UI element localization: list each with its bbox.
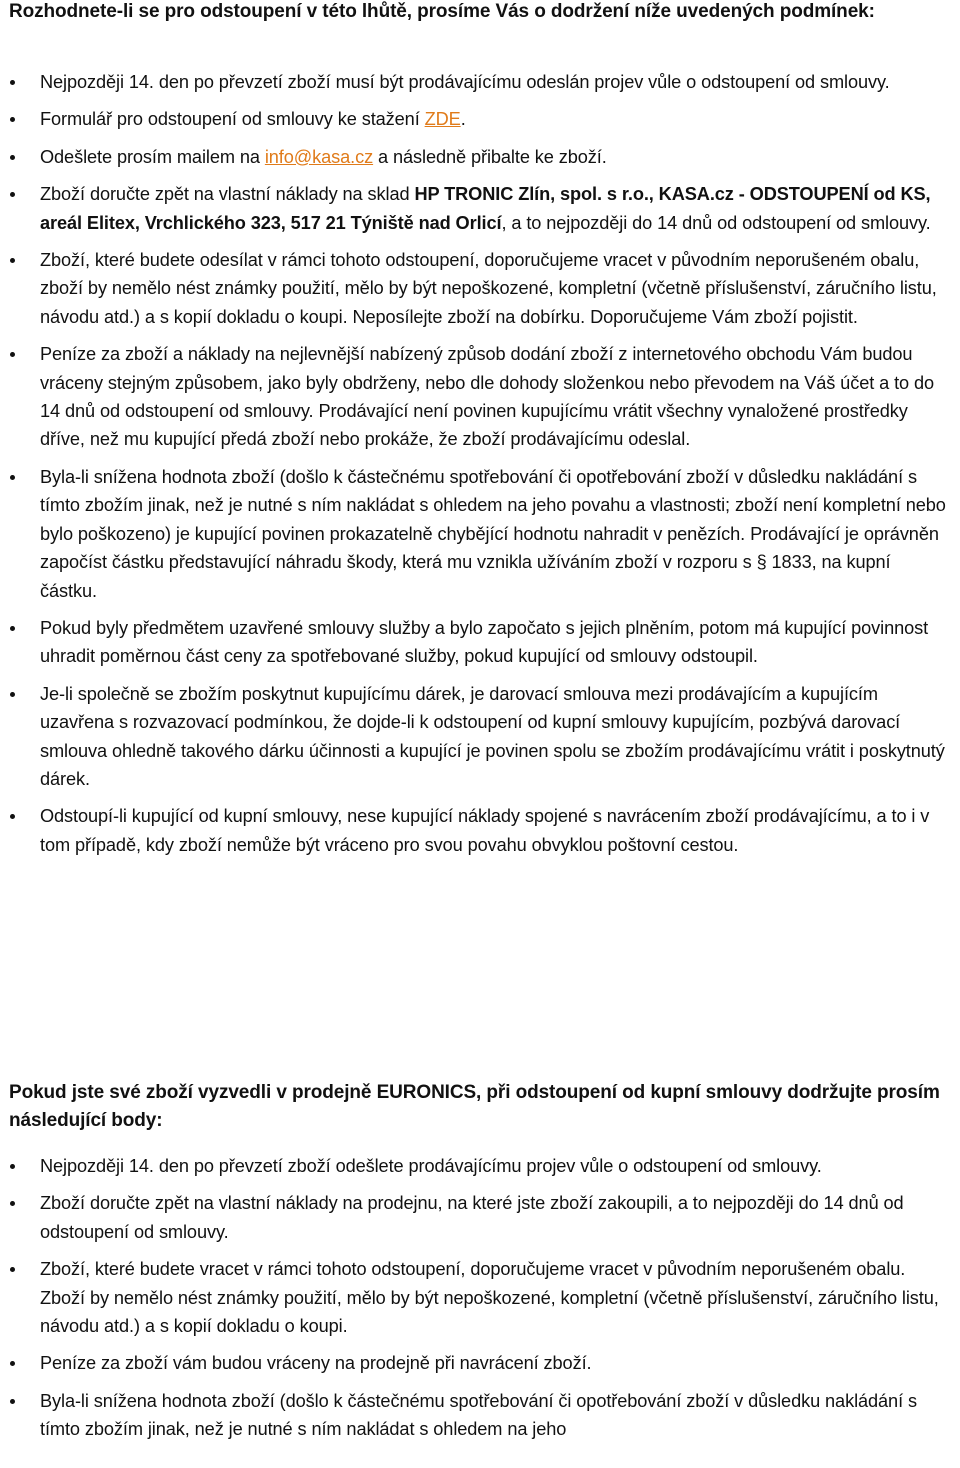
bullet-icon xyxy=(10,814,15,819)
list-item-text: Pokud byly předmětem uzavřené smlouvy služby a bylo započato s jejich plněním, potom má kupující povinnost uhradit poměrnou část ceny za spotřebované služby, pokud kupující od smlouvy odstoupil. xyxy=(40,617,929,667)
bullet-icon xyxy=(10,475,15,480)
bullet-icon xyxy=(10,117,15,122)
list-item xyxy=(0,340,950,454)
bullet-icon xyxy=(10,1201,15,1206)
list-item-text: Zboží, které budete odesílat v rámci tohoto odstoupení, doporučujeme vracet v původním neporušeném obalu, zboží by nemělo nést známky použití, mělo by být nepoškozené, kompletní (včetně příslušenství, záručního listu, návodu atd.) a s kopií dokladu o koupi. Neposílejte zboží na dobírku. Doporučujeme Vám zboží pojistit. xyxy=(40,250,937,327)
bullet-icon xyxy=(10,1399,15,1404)
list-item xyxy=(0,1387,950,1444)
list-item-text: Odešlete prosím mailem na xyxy=(40,146,265,167)
list-item xyxy=(0,802,950,859)
list-item-text: , a to nejpozději do 14 dnů od odstoupení od smlouvy. xyxy=(501,212,931,233)
list-item xyxy=(0,680,950,794)
list-item-text: Peníze za zboží a náklady na nejlevnější nabízený způsob dodání zboží z internetového obchodu Vám budou vráceny stejným způsobem, jako byly obdrženy, nebo dle dohody složenkou nebo převodem na Váš účet a to do 14 dnů od odstoupení od smlouvy. Prodávající není povinen kupujícímu vrátit všechny vynaložené prostředky dříve, než mu kupující předá zboží nebo prokáže, že zboží prodávajícímu odeslal. xyxy=(40,344,935,450)
list-item xyxy=(0,1255,950,1340)
return-address: HP TRONIC Zlín, spol. s r.o., KASA.cz - ODSTOUPENÍ od KS, areál Elitex, Vrchlického 323, 517 21 Týniště nad Orlicí xyxy=(40,184,931,233)
list-item-text: Peníze za zboží vám budou vráceny na prodejně při navrácení zboží. xyxy=(40,1353,592,1374)
list-item-text: Byla-li snížena hodnota zboží (došlo k částečnému spotřebování či opotřebování zboží v důsledku nakládání s tímto zbožím jinak, než je nutné s ním nakládat s ohledem na jeho povahu a vlastnosti; zboží není kompletní nebo bylo poškozeno) je kupující povinen prokazatelně chybějící hodnotu nahradit v penězích. Prodávající je oprávněn započíst částku představující náhradu škody, která mu vznikla užíváním zboží v rozporu s § 1833, na kupní částku. xyxy=(40,466,946,601)
list-item xyxy=(0,463,950,605)
bullet-icon xyxy=(10,626,15,631)
withdrawal-conditions-list xyxy=(0,68,950,868)
bullet-icon xyxy=(10,1361,15,1366)
list-item-text: Nejpozději 14. den po převzetí zboží odešlete prodávajícímu projev vůle o odstoupení od smlouvy. xyxy=(40,1156,822,1176)
list-item-text: Byla-li snížena hodnota zboží (došlo k částečnému spotřebování či opotřebování zboží v důsledku nakládání s tímto zbožím jinak, než je nutné s ním nakládat s ohledem na jeho xyxy=(40,1390,917,1440)
list-item-text: Zboží doručte zpět na vlastní náklady na sklad xyxy=(40,184,415,205)
list-item-text: . xyxy=(460,109,466,130)
form-download-link[interactable]: ZDE xyxy=(424,109,461,130)
section-heading-withdrawal-conditions: Rozhodnete-li se pro odstoupení v této lhůtě, prosíme Vás o dodržení níže uvedených podmínek: xyxy=(9,1,875,22)
bullet-icon xyxy=(10,80,15,85)
bullet-icon xyxy=(10,352,15,357)
list-item-text: Formulář pro odstoupení od smlouvy ke stažení xyxy=(40,109,425,130)
list-item-text: Zboží doručte zpět na vlastní náklady na prodejnu, na které jste zboží zakoupili, a to nejpozději do 14 dnů od odstoupení od smlouvy. xyxy=(40,1193,904,1242)
list-item-text: Odstoupí-li kupující od kupní smlouvy, nese kupující náklady spojené s navrácením zboží prodávajícímu, a to i v tom případě, kdy zboží nemůže být vráceno pro svou povahu obvyklou poštovní cestou. xyxy=(40,806,930,855)
list-item-text: Je-li společně se zbožím poskytnut kupujícímu dárek, je darovací smlouva mezi prodávajícím a kupujícím uzavřena s rozvazovací podmínkou, že dojde-li k odstoupení od kupní smlouvy kupujícím, pozbývá darovací smlouva ohledně takového dárku účinnosti a kupující je povinen spolu se zbožím prodávajícímu vrátit i poskytnutý dárek. xyxy=(40,683,945,789)
list-item xyxy=(0,1189,950,1246)
list-item-text: Nejpozději 14. den po převzetí zboží musí být prodávajícímu odeslán projev vůle o odstoupení od smlouvy. xyxy=(40,72,890,92)
section-heading-euronics-pickup: Pokud jste své zboží vyzvedli v prodejně EURONICS, při odstoupení od kupní smlouvy dodržujte prosím následující body: xyxy=(9,1082,940,1131)
bullet-icon xyxy=(10,258,15,263)
list-item xyxy=(0,246,950,331)
list-item xyxy=(0,68,950,96)
bullet-icon xyxy=(10,1267,15,1272)
bullet-icon xyxy=(10,192,15,197)
list-item xyxy=(0,180,950,237)
bullet-icon xyxy=(10,692,15,697)
list-item xyxy=(0,105,950,133)
list-item xyxy=(0,143,950,171)
bullet-icon xyxy=(10,155,15,160)
list-item xyxy=(0,1152,950,1180)
list-item xyxy=(0,1349,950,1377)
euronics-conditions-list xyxy=(0,1152,950,1453)
list-item-text: a následně přibalte ke zboží. xyxy=(373,146,607,167)
email-link[interactable]: info@kasa.cz xyxy=(264,146,374,167)
bullet-icon xyxy=(10,1164,15,1169)
list-item xyxy=(0,614,950,671)
list-item-text: Zboží, které budete vracet v rámci tohoto odstoupení, doporučujeme vracet v původním neporušeném obalu. Zboží by nemělo nést známky použití, mělo by být nepoškozené, kompletní (včetně příslušenství, záručního listu, návodu atd.) a s kopií dokladu o koupi. xyxy=(40,1259,939,1337)
